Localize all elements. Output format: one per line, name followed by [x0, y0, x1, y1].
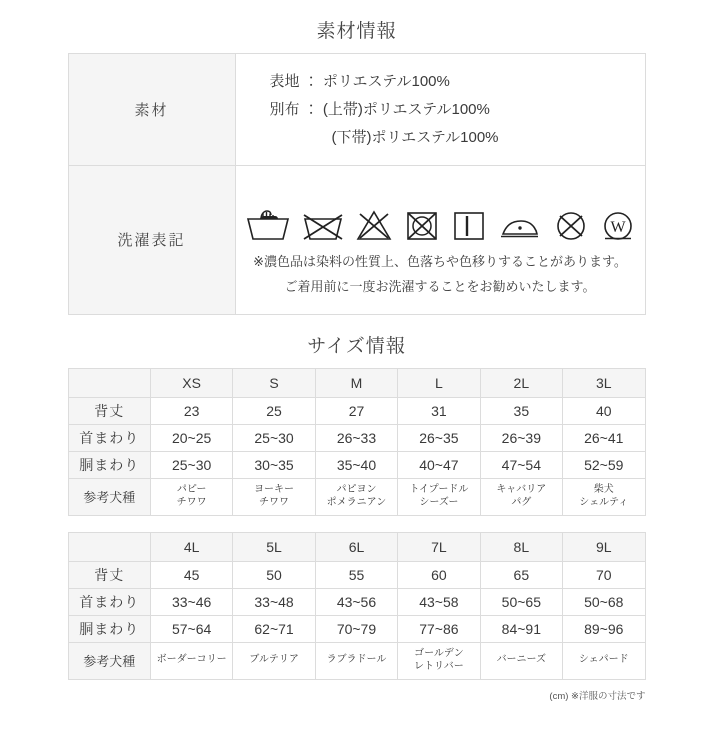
size-cell: 40~47 — [398, 451, 480, 478]
breed-line: シェパード — [578, 654, 629, 666]
size-row-label: 胴まわり — [68, 451, 150, 478]
size-cell: 52~59 — [563, 451, 645, 478]
size-cell: 33~46 — [150, 588, 232, 615]
table-row — [68, 397, 645, 424]
size-cell: 84~91 — [480, 615, 562, 642]
table-row-breed — [68, 478, 645, 515]
breed-line: ヨーキー — [254, 484, 295, 496]
size-row-label: 参考犬種 — [68, 478, 150, 515]
size-cell: 30~35 — [233, 451, 315, 478]
breed-cell — [150, 642, 232, 679]
material-row-label: 素材 — [68, 54, 235, 166]
size-cell: 77~86 — [398, 615, 480, 642]
size-cell: 45 — [150, 561, 232, 588]
size-col-header: 3L — [563, 368, 645, 397]
size-cell: 70~79 — [315, 615, 397, 642]
table-row — [68, 561, 645, 588]
table-row — [68, 424, 645, 451]
breed-cell — [315, 478, 397, 515]
breed-cell — [233, 478, 315, 515]
breed-line: ボーダーコリー — [156, 654, 227, 666]
size-cell: 26~41 — [563, 424, 645, 451]
material-line: (下帯)ポリエステル100% — [331, 128, 499, 146]
size-cell: 33~48 — [233, 588, 315, 615]
laundry-note-line: ご着用前に一度お洗濯することをお勧めいたします。 — [284, 278, 596, 294]
size-col-header: 4L — [150, 532, 232, 561]
size-cell: 26~33 — [315, 424, 397, 451]
size-cell: 25 — [233, 397, 315, 424]
size-row-label: 胴まわり — [68, 615, 150, 642]
breed-line: キャバリア — [496, 484, 547, 496]
breed-cell — [398, 642, 480, 679]
size-cell: 70 — [563, 561, 645, 588]
size-col-header: 8L — [480, 532, 562, 561]
breed-line: 柴犬 — [593, 484, 614, 496]
material-row-fabric — [68, 54, 645, 166]
size-cell: 20~25 — [150, 424, 232, 451]
size-row-label: 首まわり — [68, 588, 150, 615]
material-fabric-cell — [235, 54, 645, 166]
size-table-corner — [68, 368, 150, 397]
size-cell: 35~40 — [315, 451, 397, 478]
breed-line: ラブラドール — [326, 654, 387, 666]
material-line: 表地 ： ポリエステル100% — [269, 73, 450, 90]
size-cell: 50~65 — [480, 588, 562, 615]
breed-cell — [480, 642, 562, 679]
material-line: 別布 ： (上帯)ポリエステル100% — [269, 100, 490, 118]
table-row — [68, 451, 645, 478]
size-cell: 26~35 — [398, 424, 480, 451]
size-col-header: 9L — [563, 532, 645, 561]
breed-line: トイプードル — [409, 484, 469, 496]
size-col-header: M — [315, 368, 397, 397]
laundry-icon-row — [236, 188, 645, 242]
svg-text:W: W — [609, 219, 626, 237]
breed-line: チワワ — [176, 496, 207, 508]
breed-line: ブルテリア — [249, 654, 299, 666]
size-cell: 50 — [233, 561, 315, 588]
breed-cell — [150, 478, 232, 515]
size-cell: 25~30 — [150, 451, 232, 478]
size-col-header: L — [398, 368, 480, 397]
material-section-title: 素材情報 — [316, 21, 397, 42]
breed-line: チワワ — [259, 496, 290, 508]
table-row — [68, 588, 645, 615]
size-footnote: (cm) ※洋服の寸法です — [549, 690, 646, 702]
size-table-header-row — [68, 368, 645, 397]
no-bleach-icon — [356, 208, 392, 242]
breed-line: バーニーズ — [496, 654, 547, 666]
size-col-header: 6L — [315, 532, 397, 561]
laundry-note-line: ※濃色品は染料の性質上、色落ちや色移りすることがあります。 — [253, 254, 627, 270]
size-cell: 43~56 — [315, 588, 397, 615]
breed-line: パピー — [176, 484, 207, 496]
product-spec-page — [0, 16, 713, 729]
size-table-header-row — [68, 532, 645, 561]
size-cell: 65 — [480, 561, 562, 588]
laundry-row-label: 洗濯表記 — [68, 166, 235, 314]
size-col-header: 2L — [480, 368, 562, 397]
breed-cell — [480, 478, 562, 515]
size-col-header: 5L — [233, 532, 315, 561]
size-table-large — [68, 532, 646, 680]
no-dryclean-icon — [554, 208, 588, 242]
size-cell: 27 — [315, 397, 397, 424]
size-cell: 50~68 — [563, 588, 645, 615]
breed-cell — [398, 478, 480, 515]
iron-low-icon — [499, 208, 541, 242]
breed-cell — [233, 642, 315, 679]
hand-wash-icon — [246, 208, 290, 242]
size-row-label: 背丈 — [68, 561, 150, 588]
no-machine-wash-icon — [303, 208, 343, 242]
size-section-title: サイズ情報 — [307, 335, 406, 357]
size-cell: 55 — [315, 561, 397, 588]
size-cell: 26~39 — [480, 424, 562, 451]
size-cell: 43~58 — [398, 588, 480, 615]
breed-cell — [563, 478, 645, 515]
size-row-label: 参考犬種 — [68, 642, 150, 679]
breed-line: パピヨン — [336, 484, 377, 496]
drip-dry-icon — [452, 208, 486, 242]
table-row — [68, 615, 645, 642]
size-table-corner — [68, 532, 150, 561]
breed-cell — [315, 642, 397, 679]
size-cell: 62~71 — [233, 615, 315, 642]
size-cell: 23 — [150, 397, 232, 424]
breed-line: シーズー — [419, 496, 459, 508]
size-cell: 57~64 — [150, 615, 232, 642]
material-row-laundry — [68, 166, 645, 314]
breed-line: パグ — [511, 496, 532, 508]
breed-line: シェルティ — [579, 496, 629, 508]
breed-line: レトリバー — [414, 660, 464, 672]
size-cell: 60 — [398, 561, 480, 588]
material-table — [68, 53, 646, 315]
material-fabric-lines — [236, 68, 645, 151]
size-col-header: 7L — [398, 532, 480, 561]
size-table-small — [68, 368, 646, 516]
no-tumble-dry-icon — [405, 208, 439, 242]
size-row-label: 首まわり — [68, 424, 150, 451]
size-cell: 31 — [398, 397, 480, 424]
breed-line: ポメラニアン — [326, 496, 387, 508]
size-col-header: XS — [150, 368, 232, 397]
breed-line: ゴールデン — [414, 648, 464, 660]
size-cell: 47~54 — [480, 451, 562, 478]
laundry-cell — [235, 166, 645, 314]
size-cell: 35 — [480, 397, 562, 424]
wet-clean-w-icon — [601, 208, 635, 242]
breed-cell — [563, 642, 645, 679]
table-row-breed — [68, 642, 645, 679]
size-cell: 89~96 — [563, 615, 645, 642]
size-cell: 25~30 — [233, 424, 315, 451]
size-col-header: S — [233, 368, 315, 397]
size-cell: 40 — [563, 397, 645, 424]
size-row-label: 背丈 — [68, 397, 150, 424]
